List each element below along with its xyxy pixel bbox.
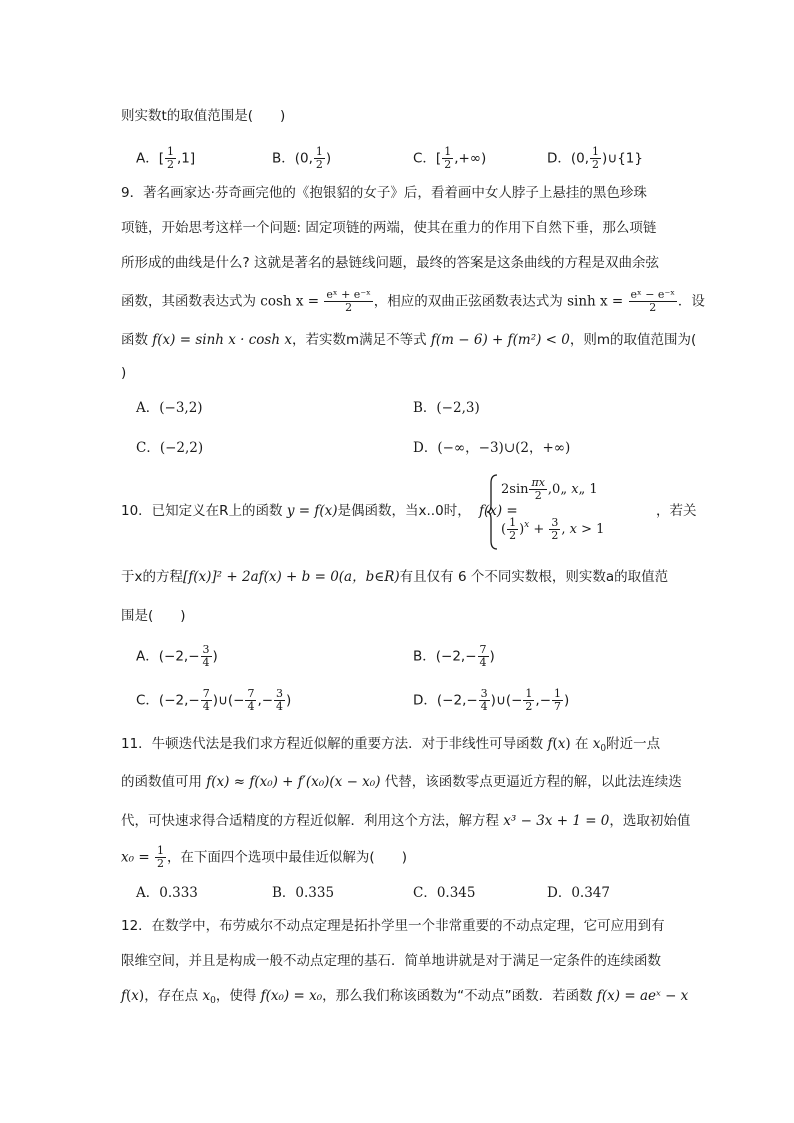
q11-line-4: x₀ = $\frac{1}{2}$ ，在下面四个选项中最佳近似解为( ) <box>121 844 407 870</box>
sinh-fraction: $\frac{\text{eˣ − e⁻ˣ}}{2}$ <box>630 288 675 314</box>
q9-option-c: C．(−2,2) <box>136 440 204 456</box>
inequality: f(m − 6) + f(m²) < 0 <box>430 332 570 348</box>
q10-line-2: 于x的方程[f(x)]² + 2af(x) + b = 0(a，b∈R)有且仅有 6 个不同实数根，则实数a的取值范 <box>121 569 669 585</box>
cosh-fraction: $\frac{\text{eˣ + e⁻ˣ}}{2}$ <box>326 288 371 314</box>
q11-option-a: A．0.333 <box>136 885 198 901</box>
q8-option-a: A．[ $\frac{1}{2}$ ,1] <box>136 145 196 171</box>
q10-option-b: B．(−2,− $\frac{7}{4}$ ) <box>413 643 495 669</box>
q9-option-d: D．(−∞，−3)∪(2，+∞) <box>413 440 571 456</box>
q9-line-4: 函数，其函数表达式为 cosh x = $\frac{\text{eˣ + e⁻ˣ}}{2}$ ，相应的双曲正弦函数表达式为 sinh x = $\frac{\text{eˣ − e⁻ˣ}}{2}$ ．设 <box>121 288 705 314</box>
f-definition: f(x) = sinh x · cosh x <box>152 332 292 348</box>
piecewise-case-1: 2sin $\frac{\pi x}{2}$ ,0„ x„ 1 <box>501 476 598 502</box>
cosh-lhs: cosh x = <box>260 293 320 310</box>
q10-option-c: C．(−2,− $\frac{7}{4}$ )∪(− $\frac{7}{4}$ ,− $\frac{3}{4}$ ) <box>136 687 292 713</box>
q10-equation: [f(x)]² + 2af(x) + b = 0(a，b∈R) <box>183 569 400 585</box>
piecewise-function <box>487 473 647 551</box>
q11-option-d: D．0.347 <box>547 885 610 901</box>
q8-option-c: C．[ $\frac{1}{2}$ ,+∞) <box>413 145 487 171</box>
q12-line-3: f(x)，存在点 $x_0$，使得 f(x₀) = x₀，那么我们称该函数为“不动点”函数．若函数 f(x) = aeˣ − x <box>121 988 689 1006</box>
q11-line-1: 11．牛顿迭代法是我们求方程近似解的重要方法．对于非线性可导函数 f(x) 在 $x_0$附近一点 <box>121 736 661 754</box>
q8-stem-tail <box>121 106 285 126</box>
q11-line-3: 代，可快速求得合适精度的方程近似解．利用这个方法，解方程 x³ − 3x + 1 = 0，选取初始值 <box>121 813 691 829</box>
q8-option-d: D．(0, $\frac{1}{2}$ )∪{1} <box>547 145 643 171</box>
q12-line-2: 限维空间，并且是构成一般不动点定理的基石．简单地讲就是对于满足一定条件的连续函数 <box>121 953 661 969</box>
q12-line-1: 12．在数学中，布劳威尔不动点定理是拓扑学里一个非常重要的不动点定理，它可应用到有 <box>121 918 665 934</box>
q9-line-3: 所形成的曲线是什么? 这就是著名的悬链线问题，最终的答案是这条曲线的方程是双曲余弦 <box>121 255 659 271</box>
q11-option-b: B．0.335 <box>272 885 335 901</box>
q11-option-c: C．0.345 <box>413 885 476 901</box>
q9-line-6: ) <box>121 365 127 381</box>
q10-line-3: 围是( ) <box>121 608 186 624</box>
q8-option-b: B．(0, $\frac{1}{2}$ ) <box>272 145 332 171</box>
cubic-equation: x³ − 3x + 1 = 0 <box>503 813 610 829</box>
q9-line-2: 项链，开始思考这样一个问题: 固定项链的两端，使其在重力的作用下自然下垂，那么项链 <box>121 220 657 236</box>
left-brace-icon <box>487 473 499 551</box>
q10-line-1: 10．已知定义在R上的函数 y = f(x)是偶函数，当x..0时， f(x) = <box>121 503 518 519</box>
q9-option-b: B．(−2,3) <box>413 400 480 416</box>
q8-text: 则实数t的取值范围是( ) <box>121 108 286 124</box>
sinh-lhs: sinh x = <box>567 293 624 310</box>
q10-line-1-end: ，若关 <box>656 503 697 519</box>
q9-line-1: 9．著名画家达·芬奇画完他的《抱银貂的女子》后，看着画中女人脖子上悬挂的黑色珍珠 <box>121 185 647 201</box>
q10-option-d: D．(−2,− $\frac{3}{4}$ )∪(− $\frac{1}{2}$ ,− $\frac{1}{7}$ ) <box>413 687 570 713</box>
approximation: f(x) ≈ f(x₀) + f′(x₀)(x − x₀) <box>206 774 381 790</box>
q9-option-a: A．(−3,2) <box>136 400 203 416</box>
q10-option-a: A．(−2,− $\frac{3}{4}$ ) <box>136 643 218 669</box>
q9-line-5: 函数 f(x) = sinh x · cosh x，若实数m满足不等式 f(m − 6) + f(m²) < 0，则m的取值范围为( <box>121 332 697 348</box>
q11-line-2: 的函数值可用 f(x) ≈ f(x₀) + f′(x₀)(x − x₀) 代替，该函数零点更逼近方程的解，以此法连续迭 <box>121 774 682 790</box>
piecewise-case-2: ( $\frac{1}{2}$ )$^x$ + $\frac{3}{2}$ , x > 1 <box>501 516 605 542</box>
